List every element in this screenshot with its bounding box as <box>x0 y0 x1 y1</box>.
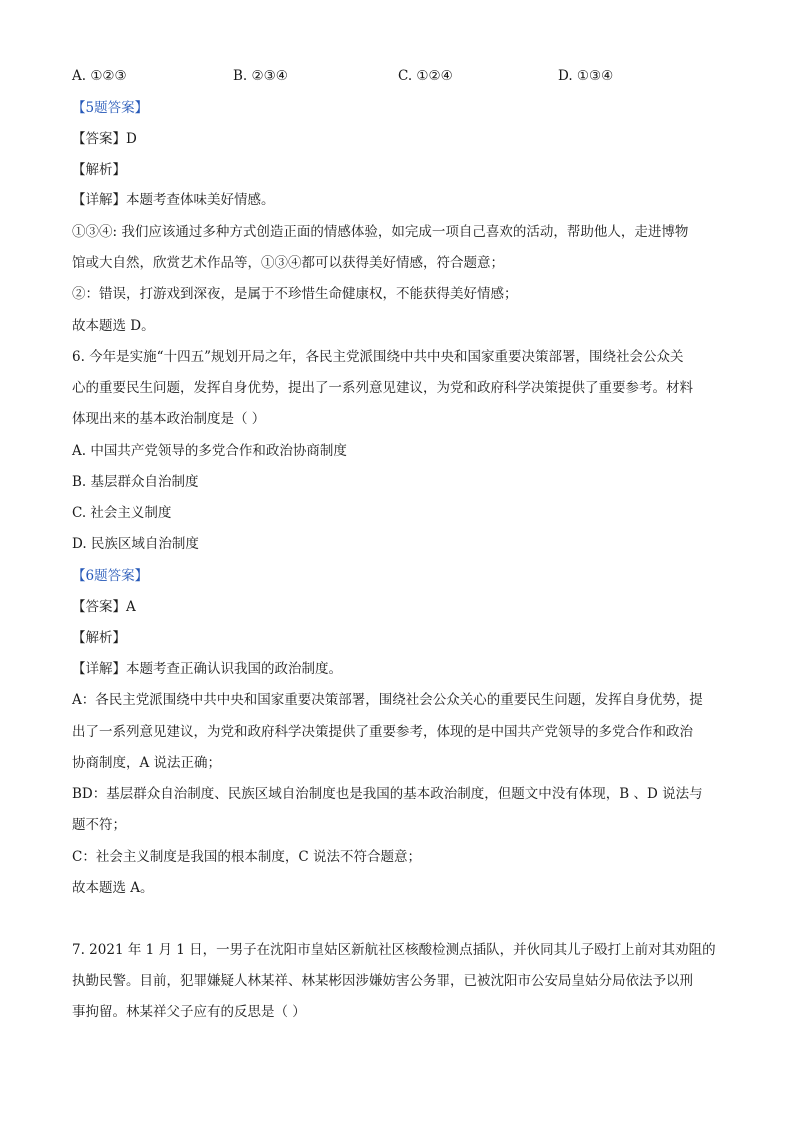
q5-option-a: A. ①②③ <box>72 68 127 84</box>
q5-option-b: B. ②③④ <box>233 68 288 84</box>
q5-detail: 【详解】本题考查体味美好情感。 <box>72 192 275 208</box>
q6-conclusion: 故本题选 A。 <box>72 880 154 896</box>
q6-answer-header: 【6题答案】 <box>72 568 149 584</box>
q5-analysis-label: 【解析】 <box>72 162 126 178</box>
q7-stem-line: 事拘留。林某祥父子应有的反思是（ ） <box>72 1004 306 1020</box>
q5-option-c: C. ①②④ <box>398 68 453 84</box>
q5-option-d: D. ①③④ <box>558 68 614 84</box>
q6-option-b: B. 基层群众自治制度 <box>72 474 199 490</box>
q6-explanation-line: BD：基层群众自治制度、民族区域自治制度也是我国的基本政治制度，但题文中没有体现，B 、D 说法与 <box>72 786 703 802</box>
q7-stem-line: 7. 2021 年 1 月 1 日，一男子在沈阳市皇姑区新航社区核酸检测点插队，并伙同其儿子殴打上前对其劝阻的 <box>72 942 716 958</box>
q6-stem-line: 体现出来的基本政治制度是（ ） <box>72 411 266 427</box>
q6-option-a: A. 中国共产党领导的多党合作和政治协商制度 <box>72 443 347 459</box>
q7-stem-line: 执勤民警。目前，犯罪嫌疑人林某祥、林某彬因涉嫌妨害公务罪，已被沈阳市公安局皇姑分局依法予以刑 <box>72 973 693 989</box>
q6-option-c: C. 社会主义制度 <box>72 505 172 521</box>
q6-explanation-line: 题不符； <box>72 817 126 833</box>
q5-explanation-line: 馆或大自然，欣赏艺术作品等，①③④都可以获得美好情感，符合题意； <box>72 255 504 271</box>
q6-explanation-line: C：社会主义制度是我国的根本制度，C 说法不符合题意； <box>72 849 421 865</box>
q6-analysis-label: 【解析】 <box>72 630 126 646</box>
q6-stem-line: 心的重要民生问题，发挥自身优势，提出了一系列意见建议，为党和政府科学决策提供了重要参考。材料 <box>72 380 693 396</box>
q5-explanation-line: ①③④: 我们应该通过多种方式创造正面的情感体验，如完成一项自己喜欢的活动，帮助他人，走进博物 <box>72 224 689 240</box>
q5-answer-header: 【5题答案】 <box>72 100 149 116</box>
q5-conclusion: 故本题选 D。 <box>72 318 155 334</box>
q6-answer: 【答案】A <box>72 599 136 615</box>
q6-explanation-line: A：各民主党派围绕中共中央和国家重要决策部署，围绕社会公众关心的重要民生问题，发挥自身优势，提 <box>72 692 703 708</box>
q6-option-d: D. 民族区域自治制度 <box>72 536 199 552</box>
q5-explanation-line: ②：错误，打游戏到深夜，是属于不珍惜生命健康权，不能获得美好情感； <box>72 286 518 302</box>
q6-explanation-line: 协商制度，A 说法正确； <box>72 755 222 771</box>
q6-detail: 【详解】本题考查正确认识我国的政治制度。 <box>72 661 342 677</box>
q6-explanation-line: 出了一系列意见建议，为党和政府科学决策提供了重要参考，体现的是中国共产党领导的多党合作和政治 <box>72 724 693 740</box>
q5-answer: 【答案】D <box>72 131 137 147</box>
q6-stem-line: 6. 今年是实施“十四五”规划开局之年，各民主党派围绕中共中央和国家重要决策部署，围绕社会公众关 <box>72 349 684 365</box>
